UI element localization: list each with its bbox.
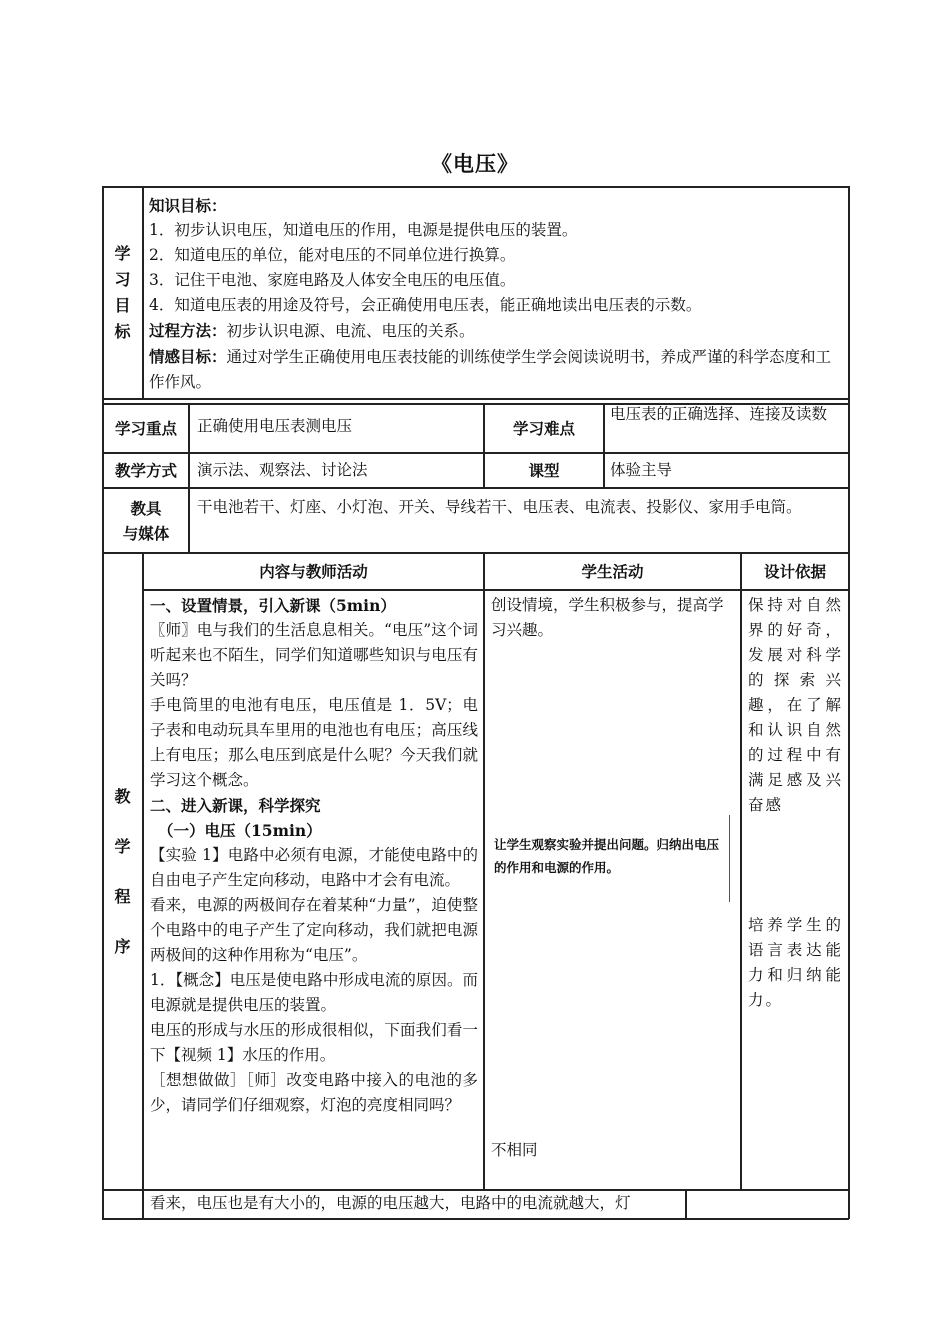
objectives-label-char: 学 bbox=[114, 243, 131, 263]
knowledge-item: 2．知道电压的单位，能对电压的不同单位进行换算。 bbox=[149, 246, 516, 264]
method-label: 教学方式 bbox=[114, 461, 177, 480]
content-paragraph: 1．【概念】电压是使电路中形成电流的原因。而电源就是提供电压的装置。 bbox=[150, 971, 478, 1014]
tools-label-line: 教具 bbox=[130, 498, 162, 518]
process-label-char: 程 bbox=[114, 886, 131, 906]
process-label-char: 序 bbox=[114, 936, 131, 956]
process-label-char: 学 bbox=[114, 836, 131, 856]
divider bbox=[729, 815, 730, 902]
table-border-bottom bbox=[102, 1218, 849, 1220]
content-paragraph: 一、设置情景，引入新课（5min） bbox=[150, 596, 396, 615]
divider bbox=[102, 452, 849, 454]
tools-label-line: 与媒体 bbox=[122, 523, 170, 543]
divider bbox=[102, 398, 849, 400]
divider bbox=[142, 186, 144, 399]
objectives-label-char: 习 bbox=[114, 269, 131, 289]
content-paragraph: 〖师〗电与我们的生活息息相关。“电压”这个词听起来也不陌生，同学们知道哪些知识与电压有关吗？ bbox=[150, 621, 478, 689]
col-header-content: 内容与教师活动 bbox=[259, 562, 368, 581]
divider bbox=[188, 403, 190, 552]
objectives-label-char: 标 bbox=[114, 321, 131, 341]
process-label-char: 教 bbox=[114, 786, 131, 806]
method-value: 演示法、观察法、讨论法 bbox=[197, 461, 368, 479]
knowledge-item: 3．记住干电池、家庭电路及人体安全电压的电压值。 bbox=[149, 271, 516, 289]
divider bbox=[102, 487, 849, 489]
student-activity-1: 创设情境，学生积极参与，提高学习兴趣。 bbox=[491, 596, 724, 639]
col-header-basis: 设计依据 bbox=[763, 562, 826, 581]
content-paragraph: 看来，电源的两极间存在着某种“力量”，迫使整个电路中的电子产生了定向移动，我们就把电源两极间的这种作用称为“电压”。 bbox=[150, 896, 478, 964]
divider bbox=[740, 552, 742, 1190]
divider bbox=[685, 1189, 687, 1219]
knowledge-item: 1．初步认识电压，知道电压的作用，电源是提供电压的装置。 bbox=[149, 221, 578, 239]
divider bbox=[483, 552, 485, 1190]
document-title: 《电压》 bbox=[431, 151, 519, 176]
knowledge-heading: 知识目标： bbox=[149, 196, 227, 215]
type-label: 课型 bbox=[528, 461, 560, 480]
student-activity-3: 不相同 bbox=[491, 1141, 538, 1159]
process-row-label bbox=[104, 554, 141, 1189]
divider bbox=[142, 552, 144, 1218]
design-basis-2: 培养学生的语言表达能力和归纳能力。 bbox=[748, 916, 843, 1009]
content-paragraph: （一）电压（15min） bbox=[158, 821, 322, 840]
difficulty-value: 电压表的正确选择、连接及读数 bbox=[610, 405, 828, 423]
emotion-heading: 情感目标： bbox=[149, 347, 227, 366]
content-paragraph: ［想想做做］［师］改变电路中接入的电池的多少，请同学们仔细观察，灯泡的亮度相同吗？ bbox=[150, 1071, 478, 1114]
objectives-row-label bbox=[104, 187, 141, 398]
objectives-label-char: 目 bbox=[114, 295, 131, 315]
tools-value: 干电池若干、灯座、小灯泡、开关、导线若干、电压表、电流表、投影仪、家用手电筒。 bbox=[197, 498, 802, 516]
table-border-top bbox=[102, 186, 849, 188]
process-heading: 过程方法： bbox=[149, 321, 227, 340]
content-paragraph: 二、进入新课，科学探究 bbox=[150, 796, 321, 815]
content-paragraph: 【实验 1】电路中必须有电源，才能使电路中的自由电子产生定向移动，电路中才会有电流。 bbox=[150, 846, 478, 889]
emotion-objective bbox=[149, 344, 843, 395]
key-point-label: 学习重点 bbox=[114, 419, 177, 438]
divider bbox=[142, 589, 849, 591]
tools-label bbox=[104, 489, 188, 552]
emotion-text: 通过对学生正确使用电压表技能的训练使学生学会阅读说明书，养成严谨的科学态度和工作作风。 bbox=[149, 348, 832, 391]
key-point-value: 正确使用电压表测电压 bbox=[197, 417, 353, 435]
content-paragraph: 电压的形成与水压的形成很相似，下面我们看一下【视频 1】水压的作用。 bbox=[150, 1021, 478, 1064]
divider bbox=[603, 403, 605, 487]
objectives-content bbox=[149, 193, 843, 397]
process-objective bbox=[149, 318, 843, 344]
process-text: 初步认识电源、电流、电压的关系。 bbox=[226, 322, 475, 340]
type-value: 体验主导 bbox=[610, 461, 673, 479]
col-header-student: 学生活动 bbox=[581, 562, 644, 581]
knowledge-item: 4．知道电压表的用途及符号，会正确使用电压表，能正确地读出电压表的示数。 bbox=[149, 296, 702, 314]
teacher-activity-content bbox=[150, 593, 478, 1188]
difficulty-label: 学习难点 bbox=[512, 419, 575, 438]
table-border-right bbox=[848, 186, 850, 1219]
student-activity-2: 让学生观察实验并提出问题。归纳出电压的作用和电源的作用。 bbox=[494, 837, 720, 875]
last-row-text: 看来，电压也是有大小的，电源的电压越大，电路中的电流就越大，灯 bbox=[150, 1194, 631, 1212]
content-paragraph: 手电筒里的电池有电压，电压值是 1．5V；电子表和电动玩具车里用的电池也有电压；高压线上有电压；那么电压到底是什么呢？今天我们就学习这个概念。 bbox=[150, 696, 478, 789]
design-basis-1: 保持对自然界的好奇，发展对科学的探索兴趣，在了解和认识自然的过程中有满足感及兴奋感 bbox=[748, 596, 843, 814]
